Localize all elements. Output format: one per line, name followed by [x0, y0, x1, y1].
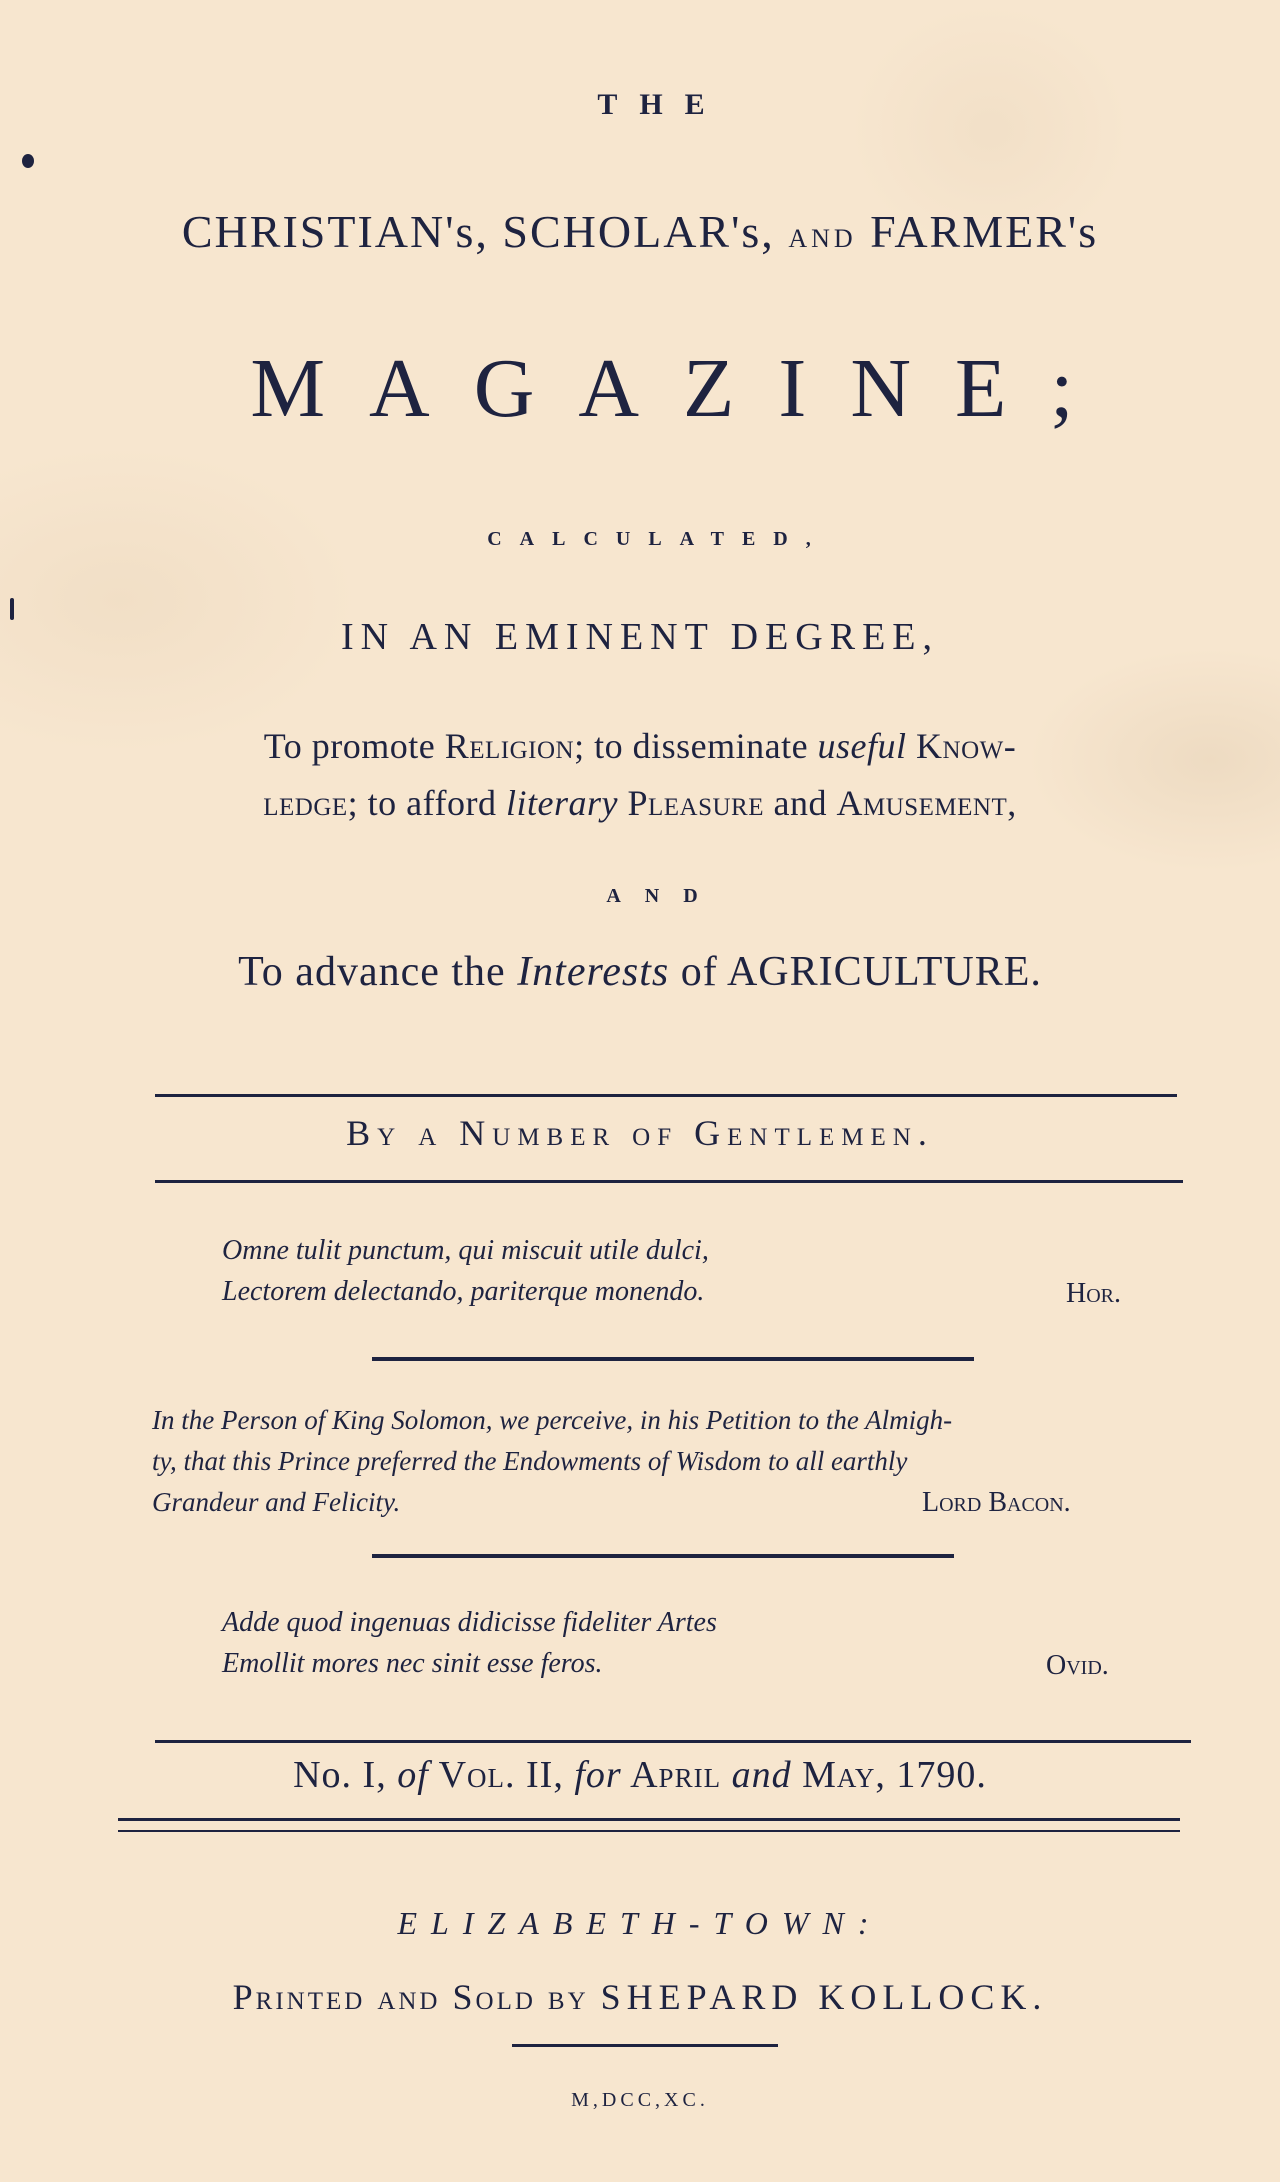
purpose-line-2 — [0, 782, 1280, 824]
quote-horace-line-2: Lectorem delectando, pariterque monendo. — [222, 1276, 705, 1307]
issue-text: No. I, — [293, 1754, 398, 1796]
purpose-text: and — [763, 783, 837, 823]
subtitle-part: FARMER's — [870, 206, 1099, 257]
issue-of: of — [397, 1754, 429, 1796]
purpose-ledge: ledge — [263, 783, 348, 823]
purpose-useful: useful — [817, 726, 907, 766]
calculated-line: CALCULATED, — [487, 528, 829, 550]
purpose-literary: literary — [505, 783, 618, 823]
quote-ovid-line-1: Adde quod ingenuas didicisse fideliter Artes — [222, 1607, 717, 1638]
purpose-amusement: Amusement, — [836, 783, 1017, 823]
imprint-date: M,DCC,XC. — [571, 2089, 709, 2111]
divider-rule — [118, 1818, 1180, 1821]
imprint-printed-sold: Printed and Sold by — [232, 1977, 589, 2017]
magazine-subtitle — [0, 205, 1280, 258]
imprint-place: ELIZABETH-TOWN: — [397, 1905, 883, 1941]
and-line: AND — [606, 885, 722, 907]
purpose-text: ; to disseminate — [574, 726, 818, 766]
imprint-printer-name: SHEPARD KOLLOCK. — [600, 1977, 1048, 2017]
quote-bacon-attribution: Lord Bacon. — [922, 1487, 1071, 1518]
issue-april: April — [621, 1754, 732, 1796]
agriculture-line — [0, 948, 1280, 996]
quote-bacon-line-1: In the Person of King Solomon, we perceive, in his Petition to the Almigh- — [152, 1405, 953, 1435]
quote-horace-attribution: Hor. — [1066, 1278, 1122, 1309]
purpose-text: To promote — [263, 726, 445, 766]
subtitle-part: CHRISTIAN's, SCHOLAR's, — [181, 206, 775, 257]
agriculture-interests: Interests — [517, 949, 670, 995]
divider-rule — [155, 1180, 1183, 1183]
imprint-printer-line — [0, 1976, 1280, 2018]
issue-line — [0, 1753, 1280, 1797]
subtitle-and: AND — [788, 224, 857, 253]
purpose-pleasure: Pleasure — [617, 783, 764, 823]
issue-may-year: May, 1790. — [791, 1754, 987, 1796]
issue-and: and — [731, 1754, 792, 1796]
issue-for: for — [574, 1754, 622, 1796]
ink-speck — [22, 154, 34, 168]
purpose-line-1 — [0, 725, 1280, 767]
quote-bacon-line-3: Grandeur and Felicity. — [152, 1487, 401, 1517]
eminent-degree-line: IN AN EMINENT DEGREE, — [340, 616, 940, 658]
byline: By a Number of Gentlemen. — [346, 1113, 934, 1153]
divider-rule — [118, 1830, 1180, 1832]
quote-bacon-line-2: ty, that this Prince preferred the Endowments of Wisdom to all earthly — [152, 1446, 908, 1476]
purpose-text: ; to afford — [347, 783, 506, 823]
quote-horace-line-1: Omne tulit punctum, qui miscuit utile dulci, — [222, 1235, 709, 1266]
divider-rule — [372, 1554, 954, 1558]
purpose-knowledge: Know- — [906, 726, 1017, 766]
agriculture-text: of AGRICULTURE. — [669, 949, 1042, 995]
magazine-title: MAGAZINE; — [250, 342, 1118, 435]
quote-ovid-line-2: Emollit mores nec sinit esse feros. — [222, 1648, 603, 1679]
divider-rule — [372, 1357, 974, 1361]
heading-the: THE — [597, 88, 727, 121]
purpose-religion: Religion — [444, 726, 575, 766]
quote-ovid-attribution: Ovid. — [1046, 1650, 1109, 1681]
issue-volume: Vol. II, — [428, 1754, 575, 1796]
divider-rule — [155, 1740, 1191, 1743]
divider-rule — [155, 1094, 1177, 1097]
agriculture-text: To advance the — [238, 949, 518, 995]
divider-rule — [512, 2044, 778, 2047]
